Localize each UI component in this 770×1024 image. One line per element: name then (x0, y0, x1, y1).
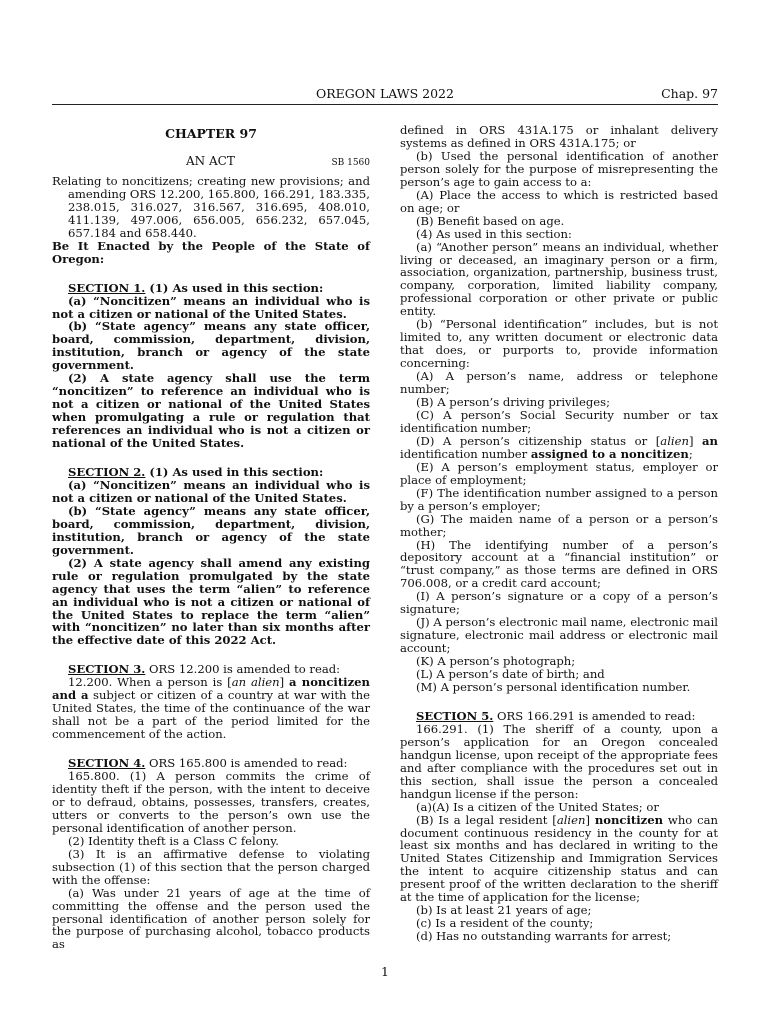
section-3-heading: SECTION 3. (68, 662, 146, 677)
right-para-20: (M) A person’s personal identification number. (416, 679, 691, 694)
section-2-para-2: (2) A state agency shall amend any existing rule or regulation promulgated by the state agency that uses the term “alien” to reference an individual who is not a citizen or national of the United States to replace the term “alien” with “noncitizen” no later than six months after the effective date of this 2022 Act. (52, 555, 370, 648)
section-4-para-2: (2) Identity theft is a Class C felony. (68, 833, 279, 848)
right-para-8: (A) A person’s name, address or telephone number; (400, 369, 718, 397)
section-4-intro: SECTION 4. ORS 165.800 is amended to read: (68, 756, 348, 771)
section-2-para-b: (b) “State agency” means any state officer, board, commission, department, division, institution, branch or agency of the state government. (52, 503, 370, 557)
section-5-para-a: (a)(A) Is a citizen of the United States; or (416, 799, 659, 814)
act-line (52, 155, 370, 175)
section-1-para-b: (b) “State agency” means any state officer, board, commission, department, division, institution, branch or agency of the state government. (52, 319, 370, 373)
section-1-para-2: (2) A state agency shall use the term “noncitizen” to reference an individual who is not a citizen or national of the United States when promulgating a rule or regulation that references an individual who is not a citizen or national of the United States. (52, 371, 370, 451)
right-para-19: (L) A person’s date of birth; and (416, 667, 605, 682)
left-column (52, 124, 370, 951)
section-2-heading: SECTION 2. (68, 465, 146, 480)
section-5-para-e: (d) Has no outstanding warrants for arrest; (416, 929, 672, 944)
right-para-18: (K) A person’s photograph; (416, 654, 576, 669)
right-para-6: (a) “Another person” means an individual, whether living or deceased, an imaginary person or a firm, association, organization, partnership, business trust, company, corporation, limited liability company, professional corporation or other private or public entity. (400, 239, 718, 319)
right-para-13: (F) The identification number assigned to a person by a person’s employer; (400, 485, 718, 513)
right-para-4: (B) Benefit based on age. (416, 213, 565, 228)
section-5-para-b: (B) Is a legal resident [alien] noncitizen who can document continuous residency in the county for at least six months and has declared in writing to the United States Citizenship and Immigration Services the intent to acquire citizenship status and can present proof of the written declaration to the sheriff at the time of application for the license; (400, 812, 718, 905)
section-4-para-1: 165.800. (1) A person commits the crime of identity theft if the person, with the intent to deceive or to defraud, obtains, possesses, transfers, creates, utters or converts to the person’s own use the personal identification of another person. (52, 769, 370, 835)
right-para-1: defined in ORS 431A.175 or inhalant delivery systems as defined in ORS 431A.175; or (400, 123, 718, 150)
right-para-5: (4) As used in this section: (416, 226, 572, 241)
section-1-heading: SECTION 1. (68, 280, 146, 295)
section-5-heading: SECTION 5. (416, 708, 494, 723)
relating-clause: Relating to noncitizens; creating new provisions; and amending ORS 12.200, 165.800, 166.291, 183.335, 238.015, 316.027, 316.567, 316.695, 408.010, 411.139, 497.006, 656.005, 656.232, 657.045, 657.184 and 658.440. (52, 173, 370, 240)
right-para-7: (b) “Personal identification” includes, but is not limited to, any written document or electronic data that does, or purports to, provide information concerning: (400, 317, 718, 371)
section-3-intro: SECTION 3. ORS 12.200 is amended to read: (68, 662, 341, 677)
section-2-intro: SECTION 2. (1) As used in this section: (68, 465, 324, 480)
right-para-11: (D) A person’s citizenship status or [alien] an identification number assigned to a noncitizen; (400, 433, 718, 461)
right-column (400, 124, 718, 943)
right-para-2: (b) Used the personal identification of another person solely for the purpose of misrepresenting the person’s age to gain access to a: (400, 148, 718, 189)
right-para-9: (B) A person’s driving privileges; (416, 395, 610, 410)
right-para-12: (E) A person’s employment status, employer or place of employment; (400, 459, 718, 487)
header-chapter: Chap. 97 (661, 86, 718, 101)
right-para-15: (H) The identifying number of a person’s depository account at a “financial institution” or “trust company,” as those terms are defined in ORS 706.008, or a credit card account; (400, 537, 718, 591)
section-3-text: 12.200. When a person is [an alien] a noncitizen and a subject or citizen of a country at war with the United States, the time of the continuance of the war shall not be a part of the period limited for the commencement of the action. (52, 675, 370, 742)
section-5-para-1: 166.291. (1) The sheriff of a county, upon a person’s application for an Oregon concealed handgun license, upon receipt of the appropriate fees and after compliance with the procedures set out in this section, shall issue the person a concealed handgun license if the person: (400, 721, 718, 801)
section-1-intro: SECTION 1. (1) As used in this section: (68, 280, 324, 295)
right-para-3: (A) Place the access to which is restricted based on age; or (400, 187, 718, 215)
act-title: AN ACT (186, 153, 235, 168)
chapter-title: CHAPTER 97 (165, 126, 257, 141)
right-para-16: (I) A person’s signature or a copy of a person’s signature; (400, 589, 718, 617)
section-4-para-3: (3) It is an affirmative defense to violating subsection (1) of this section that the person charged with the offense: (52, 846, 370, 887)
right-para-17: (J) A person’s electronic mail name, electronic mail signature, electronic mail address or electronic mail account; (400, 615, 718, 656)
section-1-para-a: (a) “Noncitizen” means an individual who is not a citizen or national of the United States. (52, 293, 370, 321)
page-number: 1 (381, 964, 389, 979)
section-5-para-d: (c) Is a resident of the county; (416, 916, 594, 931)
enacting-clause: Be It Enacted by the People of the State of Oregon: (52, 238, 370, 266)
section-2-para-a: (a) “Noncitizen” means an individual who is not a citizen or national of the United States. (52, 477, 370, 505)
right-para-14: (G) The maiden name of a person or a person’s mother; (400, 511, 718, 539)
header-title: OREGON LAWS 2022 (316, 86, 454, 101)
bill-number: SB 1560 (331, 157, 370, 168)
section-4-heading: SECTION 4. (68, 756, 146, 771)
right-para-10: (C) A person’s Social Security number or tax identification number; (400, 407, 718, 435)
section-5-para-c: (b) Is at least 21 years of age; (416, 903, 592, 918)
section-4-para-3a: (a) Was under 21 years of age at the time of committing the offense and the person used the personal identification of another person solely for the purpose of purchasing alcohol, tobacco products as (52, 885, 370, 952)
running-header (52, 86, 718, 105)
section-5-intro: SECTION 5. ORS 166.291 is amended to read: (416, 708, 696, 723)
